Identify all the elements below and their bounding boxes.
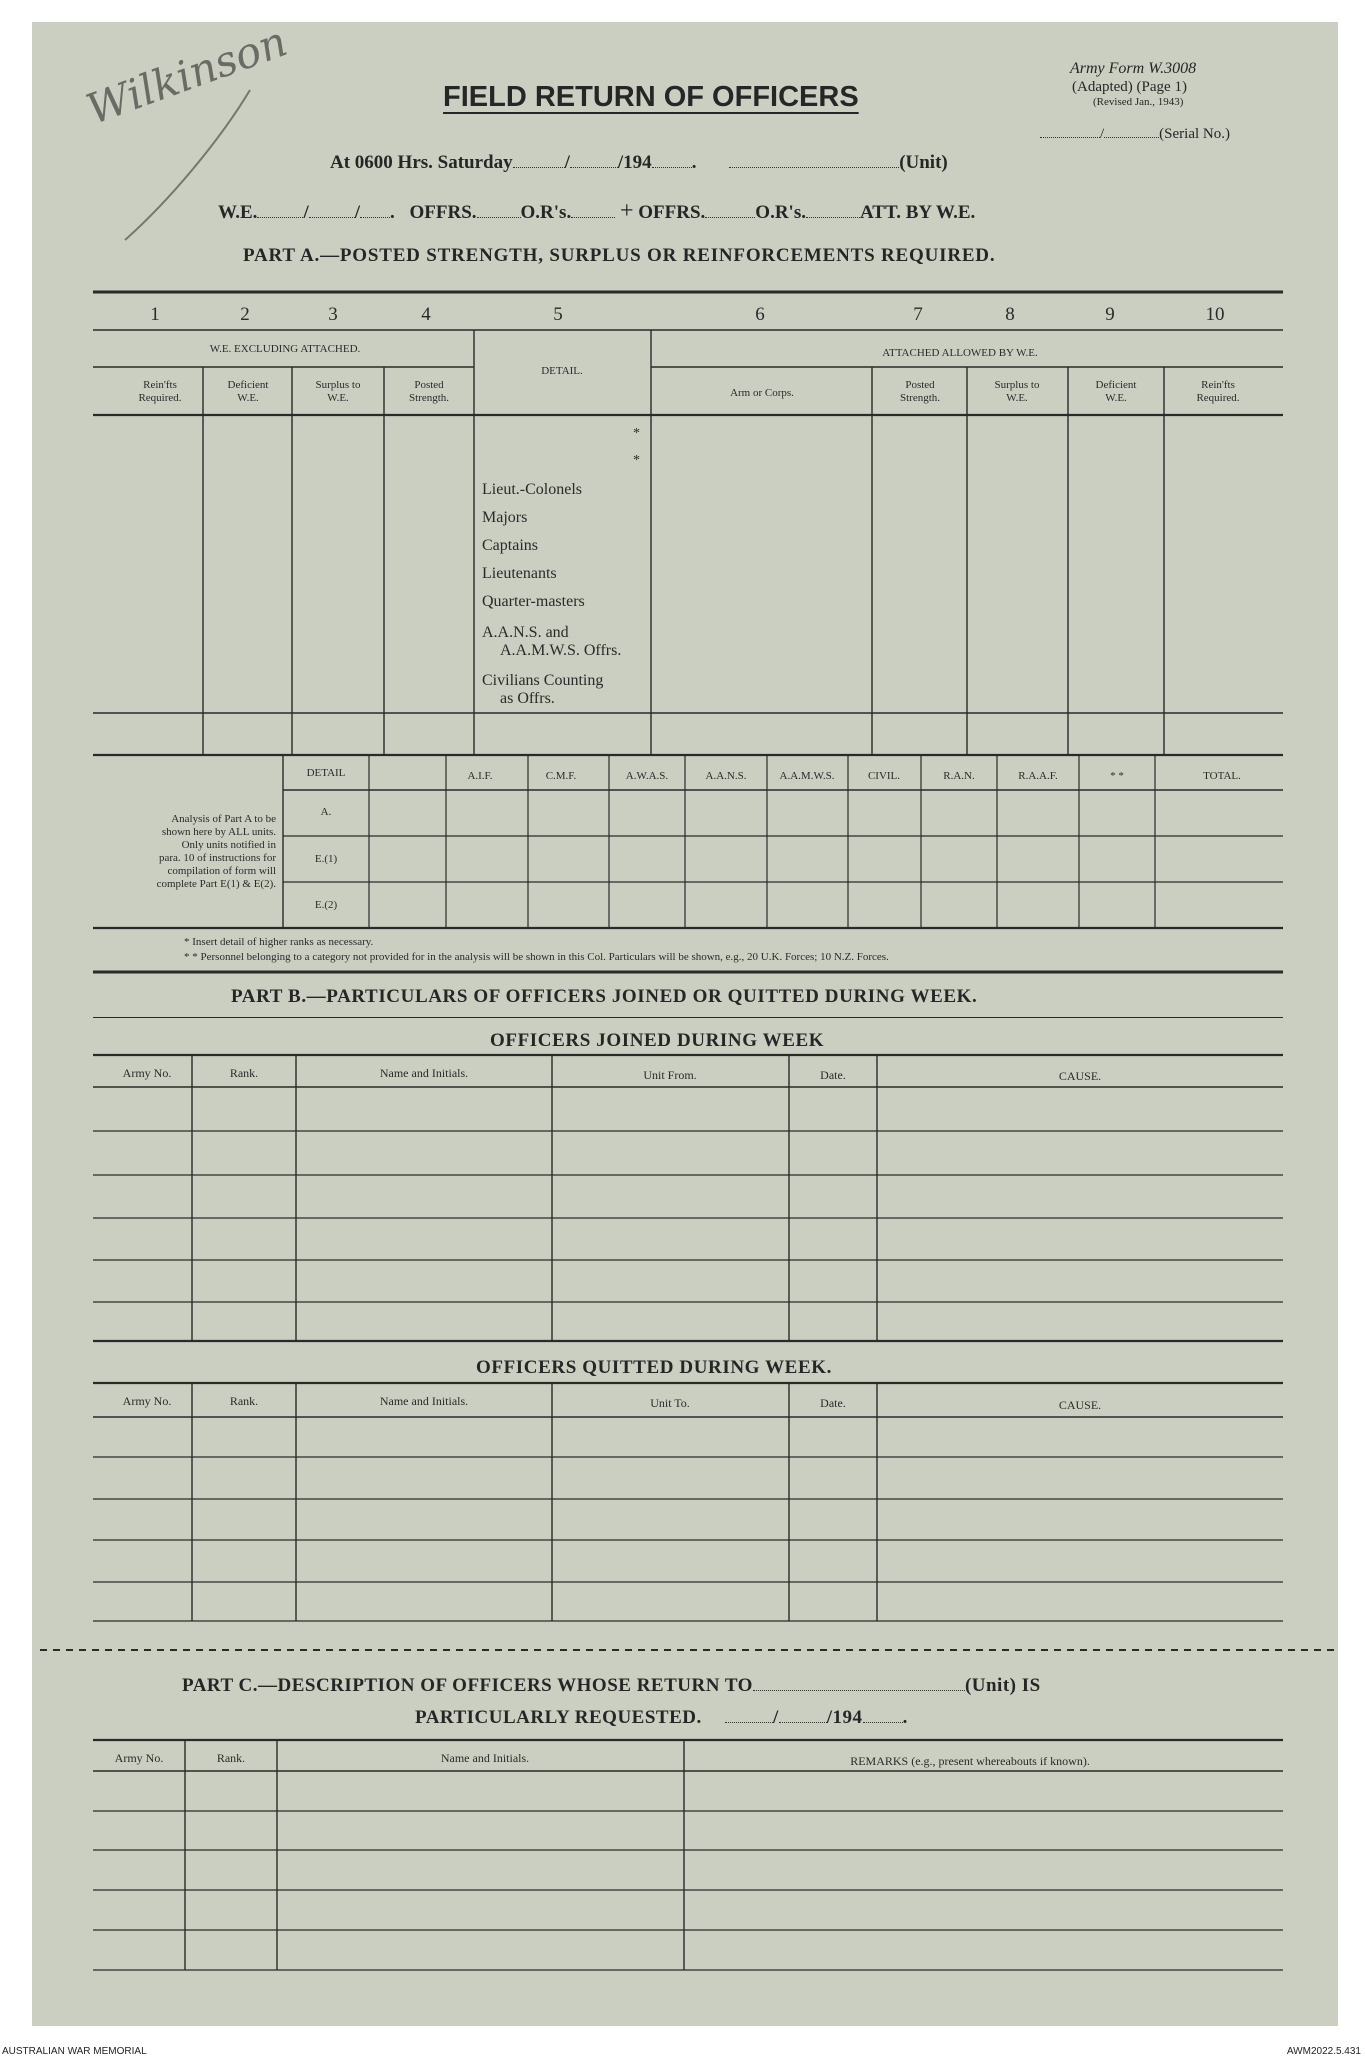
analysis-row-e2: E.(2) bbox=[314, 899, 338, 911]
analysis-header-total: TOTAL. bbox=[1203, 770, 1241, 782]
ors-label-1: O.R's. bbox=[520, 202, 572, 223]
analysis-header-awas: A.W.A.S. bbox=[625, 770, 669, 782]
rank-captains: Captains bbox=[482, 537, 538, 554]
part-c-unit-field[interactable] bbox=[753, 1676, 965, 1691]
header-date-line: At 0600 Hrs. Saturday / /194 . (Unit) bbox=[330, 152, 948, 173]
analysis-row-e1: E.(1) bbox=[314, 853, 338, 865]
quitted-header-unit-to: Unit To. bbox=[650, 1396, 690, 1410]
part-c-day-field[interactable] bbox=[725, 1708, 773, 1723]
analysis-header-detail: DETAIL bbox=[306, 767, 346, 779]
analysis-header-aif: A.I.F. bbox=[467, 770, 493, 782]
rank-quarter-masters: Quarter-masters bbox=[482, 593, 585, 610]
part-c-header-name: Name and Initials. bbox=[440, 1751, 530, 1765]
we-label: W.E. bbox=[218, 202, 258, 223]
part-b-title: PART B.—PARTICULARS OF OFFICERS JOINED OR QUITTED DURING WEEK. bbox=[231, 986, 978, 1007]
joined-header-date: Date. bbox=[820, 1068, 846, 1082]
detail-header: DETAIL. bbox=[541, 365, 583, 377]
year-label: /194 bbox=[617, 152, 652, 173]
form-revised: (Revised Jan., 1943) bbox=[1093, 96, 1184, 108]
part-c-title-suffix: (Unit) IS bbox=[964, 1675, 1041, 1696]
rank-lieut-colonels: Lieut.-Colonels bbox=[482, 481, 582, 498]
col-number-5: 5 bbox=[553, 304, 563, 325]
sub-header-reinfts-right: Rein'fts Required. bbox=[1196, 379, 1240, 404]
asterisk-2: * bbox=[633, 453, 640, 468]
rank-majors: Majors bbox=[482, 509, 528, 526]
quitted-title: OFFICERS QUITTED DURING WEEK. bbox=[476, 1357, 832, 1378]
sub-header-posted-right: Posted Strength. bbox=[899, 379, 941, 404]
part-c-header-remarks: REMARKS (e.g., present whereabouts if known). bbox=[850, 1754, 1090, 1768]
offrs-label-1: OFFRS. bbox=[409, 202, 477, 223]
quitted-header-army-no: Army No. bbox=[122, 1394, 172, 1408]
rank-civilians: Civilians Counting bbox=[482, 672, 604, 689]
joined-header-army-no: Army No. bbox=[122, 1066, 172, 1080]
joined-header-rank: Rank. bbox=[229, 1066, 259, 1080]
analysis-note-3: Only units notified in bbox=[181, 839, 276, 851]
part-c-month-field[interactable] bbox=[779, 1708, 827, 1723]
analysis-header-other: * * bbox=[1110, 770, 1124, 782]
analysis-note-5: compilation of form will bbox=[167, 865, 276, 877]
quitted-header-cause: CAUSE. bbox=[1058, 1398, 1102, 1412]
col-number-9: 9 bbox=[1105, 304, 1115, 325]
analysis-note-6: complete Part E(1) & E(2). bbox=[156, 878, 276, 890]
joined-header-name: Name and Initials. bbox=[379, 1066, 469, 1080]
part-c-header-army-no: Army No. bbox=[114, 1751, 164, 1765]
analysis-header-cmf: C.M.F. bbox=[545, 770, 577, 782]
rank-aans: A.A.N.S. and bbox=[482, 624, 569, 641]
col-number-10: 10 bbox=[1205, 304, 1225, 325]
quitted-header-date: Date. bbox=[820, 1396, 846, 1410]
group-attached-allowed: ATTACHED ALLOWED BY W.E. bbox=[882, 347, 1038, 359]
col-number-2: 2 bbox=[240, 304, 250, 325]
sub-header-surplus-right: Surplus to W.E. bbox=[994, 379, 1040, 404]
col-number-3: 3 bbox=[328, 304, 338, 325]
sub-header-arm-corps: Arm or Corps. bbox=[730, 387, 794, 399]
sub-header-deficient-left: Deficient W.E. bbox=[227, 379, 269, 404]
asterisk-1: * bbox=[633, 426, 640, 441]
col-number-1: 1 bbox=[150, 304, 160, 325]
joined-header-cause: CAUSE. bbox=[1058, 1069, 1102, 1083]
group-we-excluding: W.E. EXCLUDING ATTACHED. bbox=[209, 343, 361, 355]
part-c-year-field[interactable] bbox=[863, 1708, 903, 1723]
serial-number-field[interactable]: / (Serial No.) bbox=[1040, 123, 1230, 143]
sub-header-reinfts-left: Rein'fts Required. bbox=[138, 379, 182, 404]
analysis-note-2: shown here by ALL units. bbox=[161, 826, 276, 838]
col-number-8: 8 bbox=[1005, 304, 1015, 325]
sub-header-deficient-right: Deficient W.E. bbox=[1095, 379, 1137, 404]
rank-lieutenants: Lieutenants bbox=[482, 565, 557, 582]
part-c-requested: PARTICULARLY REQUESTED. bbox=[415, 1707, 702, 1728]
analysis-note-1: Analysis of Part A to be bbox=[171, 813, 276, 825]
sub-header-posted-left: Posted Strength. bbox=[408, 379, 450, 404]
analysis-header-civil: CIVIL. bbox=[867, 770, 901, 782]
page-title: FIELD RETURN OF OFFICERS bbox=[443, 81, 859, 113]
header-strength-line: W.E. / / . OFFRS. O.R's. + OFFRS. O.R's. ATT. BY W.E. bbox=[218, 198, 976, 224]
col-number-6: 6 bbox=[755, 304, 765, 325]
form-adapted: (Adapted) (Page 1) bbox=[1072, 79, 1187, 95]
footnote-double-asterisk: * * Personnel belonging to a category not provided for in the analysis will be shown in this Col. Particulars will be shown, e.g., 20 U.K. Forces; 10 N.Z. Forces. bbox=[184, 951, 889, 963]
joined-title: OFFICERS JOINED DURING WEEK bbox=[490, 1030, 825, 1051]
rank-aamws: A.A.M.W.S. Offrs. bbox=[500, 642, 622, 659]
ors-label-2: O.R's. bbox=[755, 202, 806, 223]
col-number-4: 4 bbox=[421, 304, 431, 325]
analysis-header-raaf: R.A.A.F. bbox=[1018, 770, 1058, 782]
att-label: ATT. BY W.E. bbox=[859, 202, 976, 223]
part-c-title-prefix: PART C.—DESCRIPTION OF OFFICERS WHOSE RETURN TO bbox=[182, 1675, 753, 1696]
analysis-header-aamws: A.A.M.W.S. bbox=[779, 770, 835, 782]
analysis-header-ran: R.A.N. bbox=[943, 770, 975, 782]
part-c-subtitle: PARTICULARLY REQUESTED. / /194 . bbox=[415, 1707, 908, 1728]
col-number-7: 7 bbox=[913, 304, 923, 325]
footnote-single-asterisk: * Insert detail of higher ranks as necessary. bbox=[184, 936, 374, 948]
rank-civilians-offrs: as Offrs. bbox=[500, 690, 555, 707]
unit-label: (Unit) bbox=[899, 152, 948, 173]
joined-header-unit-from: Unit From. bbox=[643, 1068, 697, 1082]
analysis-row-a: A. bbox=[320, 806, 332, 818]
form-number: Army Form W.3008 bbox=[1070, 60, 1197, 77]
offrs-label-2: OFFRS. bbox=[638, 202, 706, 223]
quitted-header-rank: Rank. bbox=[229, 1394, 259, 1408]
plus-sign: + bbox=[619, 198, 634, 224]
at-time-label: At 0600 Hrs. Saturday bbox=[330, 152, 513, 173]
sub-header-surplus-left: Surplus to W.E. bbox=[315, 379, 361, 404]
part-a-title: PART A.—POSTED STRENGTH, SURPLUS OR REINFORCEMENTS REQUIRED. bbox=[243, 245, 996, 266]
analysis-note-4: para. 10 of instructions for bbox=[159, 852, 276, 864]
part-c-year-label: /194 bbox=[826, 1707, 863, 1728]
handwritten-annotation: Wilkinson bbox=[80, 16, 294, 135]
footer-accession: AWM2022.5.431 bbox=[1286, 2046, 1361, 2057]
footer-source: AUSTRALIAN WAR MEMORIAL bbox=[2, 2046, 147, 2057]
part-c-title bbox=[182, 1675, 1041, 1697]
quitted-header-name: Name and Initials. bbox=[379, 1394, 469, 1408]
serial-label: (Serial No.) bbox=[1159, 126, 1230, 142]
part-c-header-rank: Rank. bbox=[216, 1751, 246, 1765]
analysis-header-aans: A.A.N.S. bbox=[705, 770, 747, 782]
